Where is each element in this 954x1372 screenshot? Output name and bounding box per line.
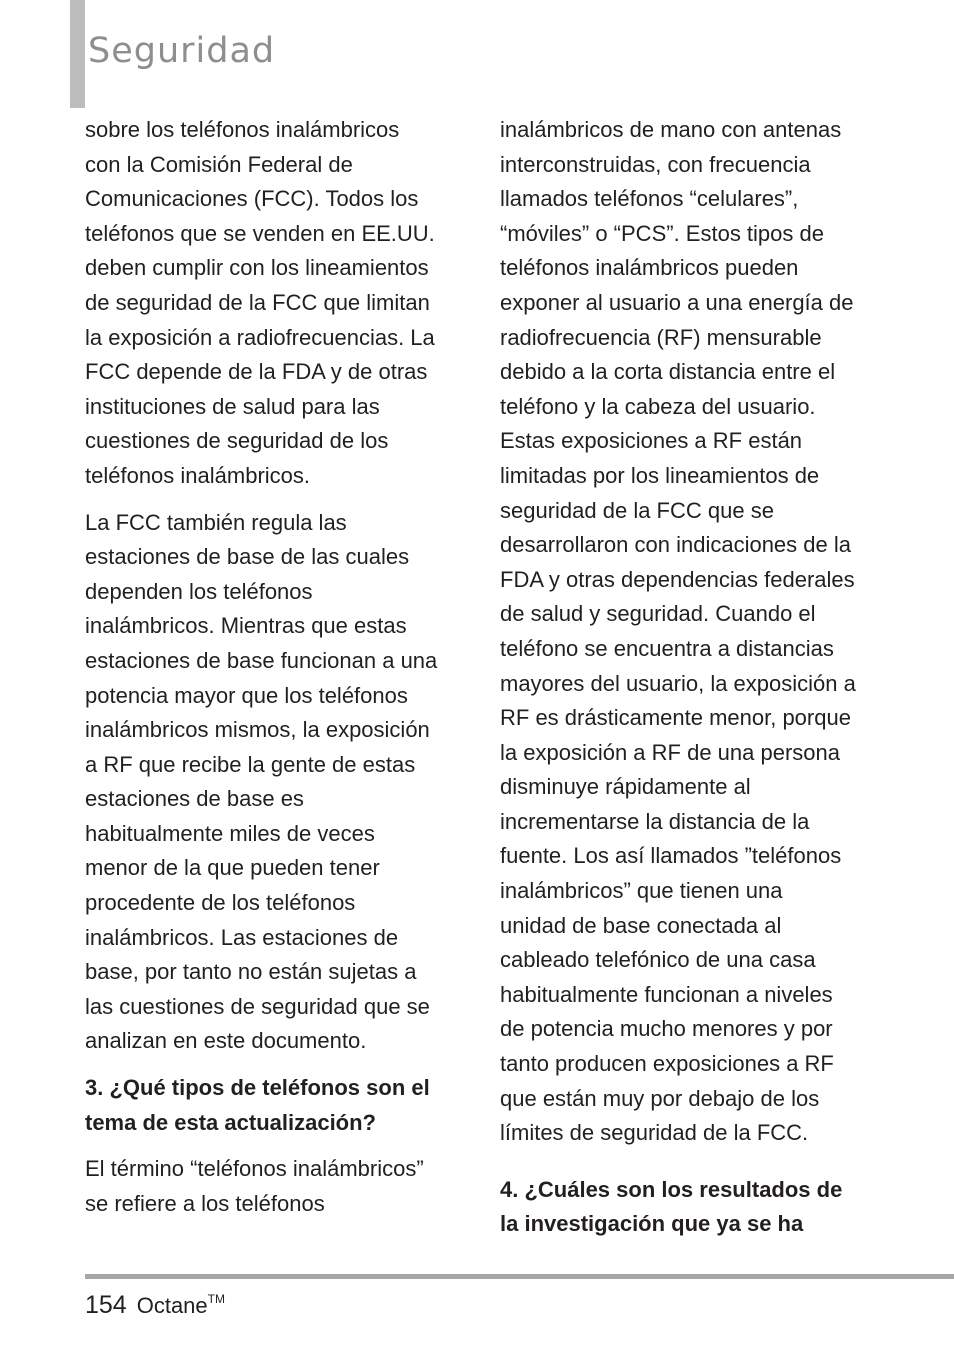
text-line: potencia mayor que los teléfonos — [85, 682, 408, 708]
header-accent-bar — [70, 0, 85, 108]
text-line: interconstruidas, con frecuencia — [500, 151, 811, 177]
text-line: dependen los teléfonos — [85, 578, 313, 604]
right-column — [500, 113, 872, 1254]
text-line: Estas exposiciones a RF están — [500, 428, 803, 454]
text-line: RF es drásticamente menor, porque — [500, 705, 851, 731]
text-line: deben cumplir con los lineamientos — [85, 255, 429, 281]
text-line: teléfonos inalámbricos pueden — [500, 255, 799, 281]
text-line: la exposición a RF de una persona — [500, 739, 840, 765]
text-line: radiofrecuencia (RF) mensurable — [500, 324, 822, 350]
left-paragraph-2 — [85, 506, 451, 1060]
page-number: 154 — [85, 1291, 127, 1319]
text-line: estaciones de base de las cuales — [85, 544, 410, 570]
text-line: la investigación que ya se ha — [500, 1211, 804, 1237]
text-line: incrementarse la distancia de la — [500, 808, 810, 834]
text-line: a RF que recibe la gente de estas — [85, 751, 416, 777]
text-line: tema de esta actualización? — [85, 1109, 376, 1135]
text-line: llamados teléfonos “celulares”, — [500, 186, 799, 212]
text-line: base, por tanto no están sujetas a — [85, 959, 417, 985]
text-line: teléfono se encuentra a distancias — [500, 635, 834, 661]
text-line: 3. ¿Qué tipos de teléfonos son el — [85, 1075, 430, 1101]
text-line: teléfonos inalámbricos. — [85, 462, 311, 488]
text-line: debido a la corta distancia entre el — [500, 359, 836, 385]
trademark-symbol: TM — [207, 1292, 225, 1306]
product-name: Octane — [136, 1293, 208, 1318]
text-line: inalámbricos. Las estaciones de — [85, 924, 399, 950]
text-line: analizan en este documento. — [85, 1028, 367, 1054]
text-line: El término “teléfonos inalámbricos” — [85, 1156, 424, 1182]
text-line: FDA y otras dependencias federales — [500, 566, 855, 592]
text-line: “móviles” o “PCS”. Estos tipos de — [500, 220, 824, 246]
question-4-heading — [500, 1173, 872, 1242]
section-title: Seguridad — [88, 31, 276, 71]
text-line: teléfonos que se venden en EE.UU. — [85, 220, 435, 246]
text-line: estaciones de base es — [85, 786, 304, 812]
left-paragraph-1 — [85, 113, 451, 494]
text-line: que están muy por debajo de los — [500, 1085, 820, 1111]
right-paragraph — [500, 113, 872, 1151]
text-line: fuente. Los así llamados ”teléfonos — [500, 843, 842, 869]
text-line: de seguridad de la FCC que limitan — [85, 289, 430, 315]
text-line: disminuye rápidamente al — [500, 774, 751, 800]
text-line: sobre los teléfonos inalámbricos — [85, 117, 400, 142]
left-column — [85, 113, 451, 1233]
text-line: cableado telefónico de una casa — [500, 947, 816, 973]
question-3-heading — [85, 1071, 451, 1140]
text-line: menor de la que pueden tener — [85, 855, 380, 881]
text-line: inalámbricos” que tienen una — [500, 878, 783, 904]
text-line: habitualmente funcionan a niveles — [500, 981, 833, 1007]
answer-3-paragraph — [85, 1152, 451, 1221]
text-line: instituciones de salud para las — [85, 393, 380, 419]
text-line: inalámbricos de mano con antenas — [500, 117, 842, 142]
text-line: tanto producen exposiciones a RF — [500, 1051, 834, 1077]
page-footer — [85, 1291, 225, 1320]
text-line: Comunicaciones (FCC). Todos los — [85, 186, 419, 212]
text-line: límites de seguridad de la FCC. — [500, 1120, 809, 1146]
text-line: unidad de base conectada al — [500, 912, 782, 938]
text-line: seguridad de la FCC que se — [500, 497, 774, 523]
text-line: cuestiones de seguridad de los — [85, 428, 389, 454]
text-line: teléfono y la cabeza del usuario. — [500, 393, 816, 419]
text-line: 4. ¿Cuáles son los resultados de — [500, 1176, 843, 1202]
text-line: inalámbricos. Mientras que estas — [85, 613, 407, 639]
text-line: con la Comisión Federal de — [85, 151, 353, 177]
text-line: La FCC también regula las — [85, 509, 347, 535]
text-line: habitualmente miles de veces — [85, 820, 375, 846]
text-line: de potencia mucho menores y por — [500, 1016, 833, 1042]
text-line: FCC depende de la FDA y de otras — [85, 359, 428, 385]
text-line: desarrollaron con indicaciones de la — [500, 532, 851, 558]
text-line: la exposición a radiofrecuencias. La — [85, 324, 435, 350]
text-line: limitadas por los lineamientos de — [500, 462, 820, 488]
footer-divider — [85, 1274, 954, 1279]
text-line: de salud y seguridad. Cuando el — [500, 601, 816, 627]
text-line: mayores del usuario, la exposición a — [500, 670, 856, 696]
text-line: procedente de los teléfonos — [85, 890, 356, 916]
text-line: estaciones de base funcionan a una — [85, 647, 438, 673]
text-line: las cuestiones de seguridad que se — [85, 993, 430, 1019]
text-line: se refiere a los teléfonos — [85, 1190, 325, 1216]
text-line: exponer al usuario a una energía de — [500, 289, 854, 315]
text-line: inalámbricos mismos, la exposición — [85, 717, 430, 743]
